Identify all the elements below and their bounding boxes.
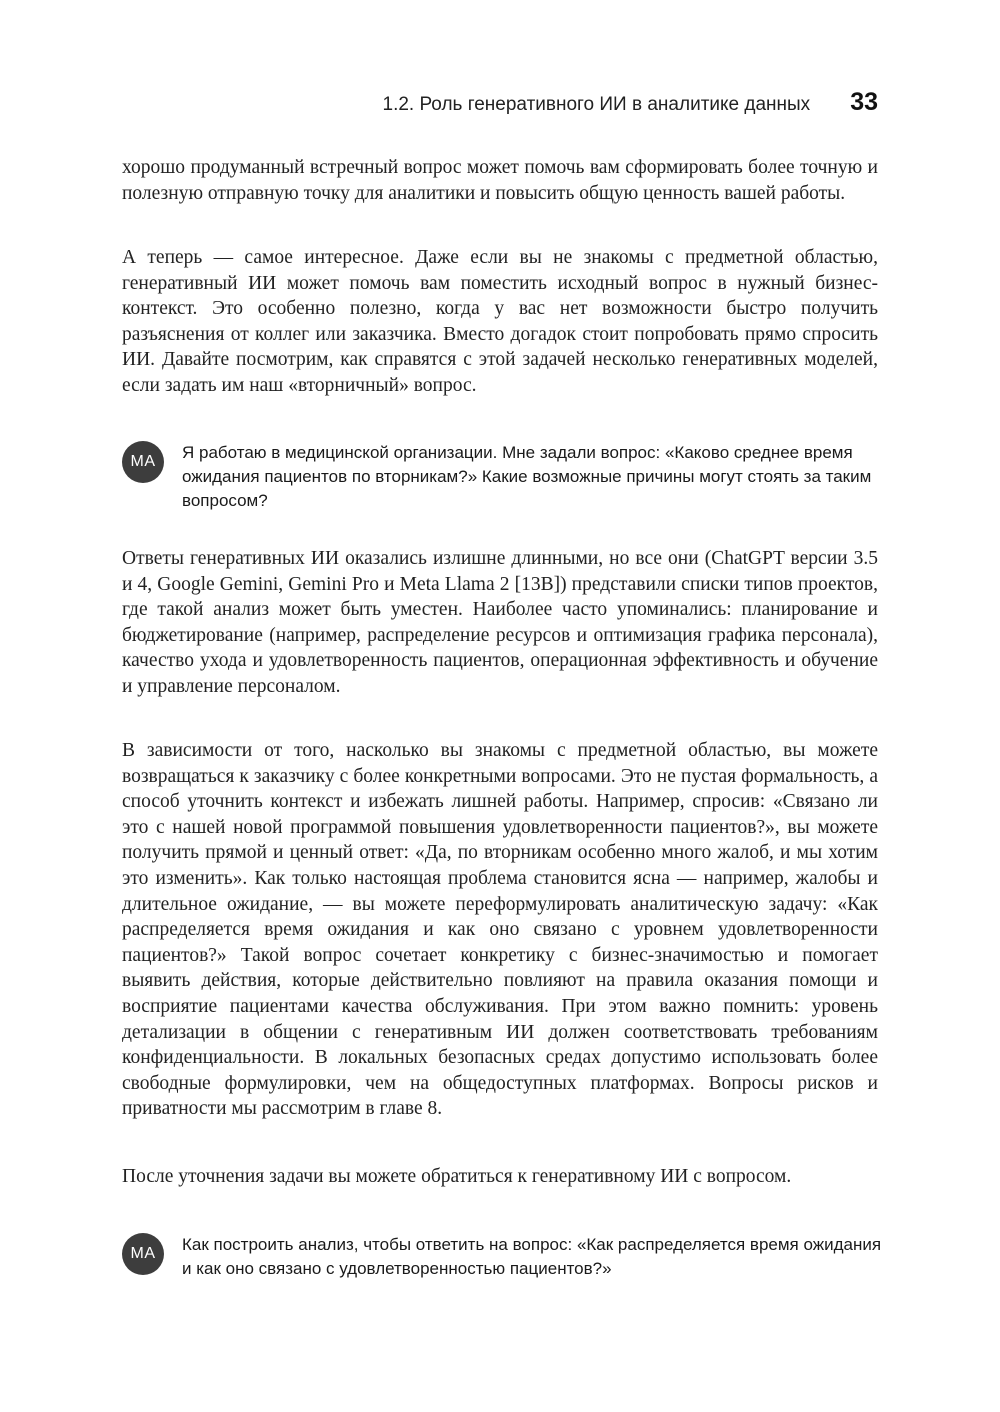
running-title: 1.2. Роль генеративного ИИ в аналитике данных bbox=[382, 94, 811, 115]
running-header bbox=[383, 88, 879, 117]
prompt-block-1 bbox=[122, 441, 882, 513]
prompt-text-2: Как построить анализ, чтобы ответить на вопрос: «Как распределяется время ожидания и как оно связано с удовлетворенностью пациентов?» bbox=[182, 1235, 882, 1278]
paragraph-5: После уточнения задачи вы можете обратиться к генеративному ИИ с вопросом. bbox=[122, 1166, 792, 1187]
prompt-block-2 bbox=[122, 1233, 882, 1281]
prompt-text-1: Я работаю в медицинской организации. Мне задали вопрос: «Каково среднее время ожидания пациентов по вторникам?» Какие возможные причины могут стоять за таким вопросом? bbox=[182, 443, 872, 510]
paragraph-3: Ответы генеративных ИИ оказались излишне длинными, но все они (ChatGPT версии 3.5 и 4, Google Gemini, Gemini Pro и Meta Llama 2 [13B]) представили списки типов проектов, где такой анализ может быть уместен. Наиболее часто упоминались: планирование и бюджетирование (например, распределение ресурсов и оптимизация графика персонала), качество ухода и удовлетворенность пациентов, операционная эффективность и обучение и управление персоналом. bbox=[122, 548, 878, 697]
paragraph-4: В зависимости от того, насколько вы знакомы с предметной областью, вы можете возвращаться к заказчику с более конкретными вопросами. Это не пустая формальность, а способ уточнить контекст и избежать лишней работы. Например, спросив: «Связано ли это с нашей новой программой повышения удовлетворенности пациентов?», вы можете получить прямой и ценный ответ: «Да, по вторникам особенно много жалоб, и мы хотим это изменить». Как только настоящая проблема становится ясна — например, жалобы и длительное ожидание, — вы можете переформулировать аналитическую задачу: «Как распределяется время ожидания и как оно связано с уровнем удовлетворенности пациентов?» Такой вопрос сочетает конкретику с бизнес-значимостью и помогает выявить действия, которые действительно повлияют на правила оказания помощи и восприятие пациентами качества обслуживания. При этом важно помнить: уровень детализации в общении с генеративным ИИ должен соответствовать требованиям конфиденциальности. В локальных безопасных средах допустимо использовать более свободные формулировки, чем на общедоступных платформах. Вопросы рисков и приватности мы рассмотрим в главе 8. bbox=[122, 740, 878, 1120]
avatar-icon: MA bbox=[122, 441, 164, 483]
page-number: 33 bbox=[850, 88, 878, 116]
paragraph-2: А теперь — самое интересное. Даже если вы не знакомы с предметной областью, генеративный ИИ может помочь вам поместить исходный вопрос в нужный бизнес-контекст. Это особенно полезно, когда у вас нет возможности быстро получить разъяснения от коллег или заказчика. Вместо догадок стоит попробовать прямо спросить ИИ. Давайте посмотрим, как справятся с этой задачей несколько генеративных моделей, если задать им наш «вторничный» вопрос. bbox=[122, 247, 878, 396]
avatar-icon: MA bbox=[122, 1233, 164, 1275]
paragraph-1: хорошо продуманный встречный вопрос может помочь вам сформировать более точную и полезную отправную точку для аналитики и повысить общую ценность вашей работы. bbox=[122, 157, 878, 204]
